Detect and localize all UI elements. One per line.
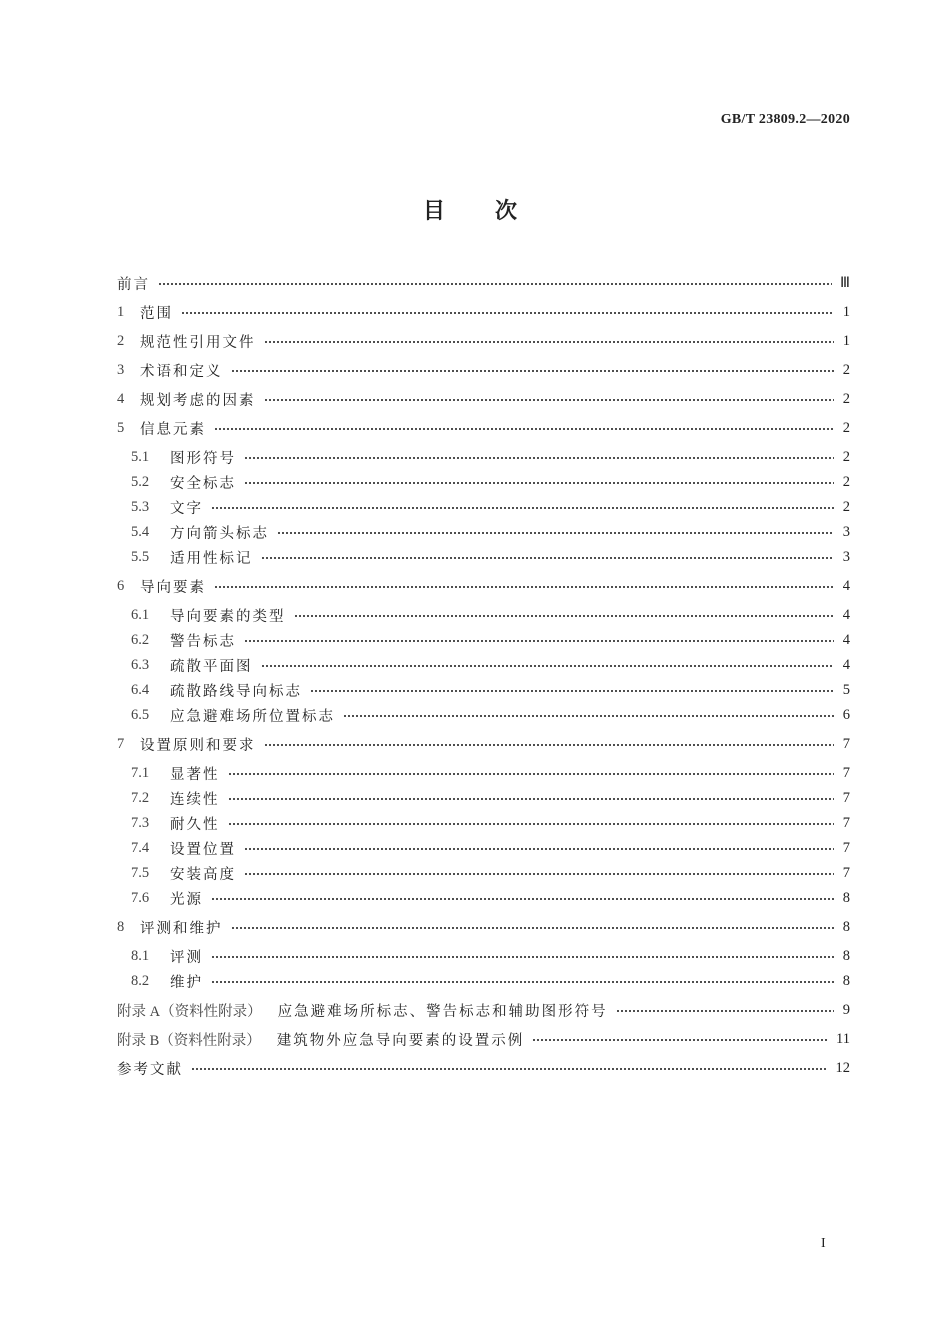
toc-entry-title[interactable]: 前言 — [117, 277, 150, 293]
dot-leader — [228, 796, 835, 802]
toc-entry-number: 3 — [117, 362, 125, 378]
toc-entry-number: 6.5 — [131, 707, 150, 723]
toc-entry-line — [117, 358, 850, 383]
toc-entry-title[interactable]: 适用性标记 — [170, 551, 253, 567]
toc-entry-page[interactable]: 2 — [842, 499, 850, 515]
dot-leader — [343, 713, 834, 719]
toc-entry-line — [117, 603, 850, 628]
dot-leader — [181, 310, 834, 316]
toc-entry-title[interactable]: 维护 — [170, 975, 203, 991]
toc-entry-title[interactable]: 光源 — [170, 892, 203, 908]
toc-entry-page[interactable]: 7 — [842, 865, 850, 881]
toc-entry-line — [117, 998, 850, 1023]
toc-entry-title[interactable]: 安装高度 — [170, 867, 236, 883]
toc-entry-number: 5 — [117, 420, 125, 436]
toc-entry-line — [117, 811, 850, 836]
page-title: 目次 — [422, 198, 567, 224]
toc-entry-page[interactable]: 4 — [842, 607, 850, 623]
toc-entry-number: 6.4 — [131, 682, 150, 698]
dot-leader — [244, 871, 834, 877]
toc-entry-page[interactable]: 4 — [842, 657, 850, 673]
toc-entry-title[interactable]: 显著性 — [170, 767, 220, 783]
toc-entry[interactable] — [117, 678, 850, 703]
toc-entry-title[interactable]: 范围 — [140, 306, 173, 322]
toc-entry-title[interactable]: 连续性 — [170, 792, 220, 808]
toc-entry-line — [117, 1027, 850, 1052]
dot-leader — [264, 397, 835, 403]
toc-entry-line — [117, 886, 850, 911]
toc-entry-line — [117, 271, 850, 296]
toc-entry[interactable] — [117, 998, 850, 1023]
toc-entry-title[interactable]: 规范性引用文件 — [140, 335, 256, 351]
toc-entry-page[interactable]: 2 — [842, 449, 850, 465]
toc-entry-title[interactable]: 术语和定义 — [140, 364, 223, 380]
toc-entry-page[interactable]: Ⅲ — [840, 275, 850, 291]
toc-entry-number: 5.1 — [131, 449, 150, 465]
toc-entry-title[interactable]: 疏散平面图 — [170, 659, 253, 675]
toc-entry-line — [117, 969, 850, 994]
toc-entry-title[interactable]: 信息元素 — [140, 422, 206, 438]
dot-leader — [211, 505, 834, 511]
toc-entry-number: 7.2 — [131, 790, 150, 806]
toc-entry[interactable] — [117, 470, 850, 495]
toc-entry-title[interactable]: 导向要素 — [140, 580, 206, 596]
toc-entry[interactable] — [117, 836, 850, 861]
toc-entry-number: 6 — [117, 578, 125, 594]
toc-entry-line — [117, 387, 850, 412]
toc-entry[interactable] — [117, 1056, 850, 1081]
toc-entry-number: 6.2 — [131, 632, 150, 648]
toc-entry-line — [117, 786, 850, 811]
dot-leader — [244, 638, 834, 644]
toc-entry-line — [117, 416, 850, 441]
toc-entry-title[interactable]: 评测 — [170, 950, 203, 966]
toc-entry-line — [117, 495, 850, 520]
toc-entry[interactable] — [117, 786, 850, 811]
dot-leader — [191, 1066, 828, 1072]
toc-entry[interactable] — [117, 358, 850, 383]
toc-entry[interactable] — [117, 545, 850, 570]
dot-leader — [228, 821, 835, 827]
toc-entry-title[interactable]: 方向箭头标志 — [170, 526, 269, 542]
toc-entry-page[interactable]: 8 — [842, 973, 850, 989]
toc-entry[interactable] — [117, 495, 850, 520]
toc-entry-title[interactable]: 文字 — [170, 501, 203, 517]
toc-entry[interactable] — [117, 886, 850, 911]
toc-entry-number: 6.1 — [131, 607, 150, 623]
standard-code: GB/T 23809.2—2020 — [720, 112, 850, 127]
toc-entry-number: 8.2 — [131, 973, 150, 989]
toc-entry-number: 7.5 — [131, 865, 150, 881]
toc-entry-page[interactable]: 7 — [842, 790, 850, 806]
toc-entry-line — [117, 445, 850, 470]
toc-entry-number: 8 — [117, 919, 125, 935]
toc-entry[interactable] — [117, 969, 850, 994]
toc-entry-page[interactable]: 8 — [842, 948, 850, 964]
toc-entry-title[interactable]: 应急避难场所标志、警告标志和辅助图形符号 — [277, 1004, 608, 1020]
dot-leader — [277, 530, 834, 536]
toc-entry[interactable] — [117, 329, 850, 354]
toc-entry-line — [117, 574, 850, 599]
toc-entry-page[interactable]: 2 — [842, 362, 850, 378]
toc-entry[interactable] — [117, 271, 850, 296]
toc-entry-line — [117, 732, 850, 757]
dot-leader — [244, 846, 834, 852]
toc-entry-title[interactable]: 安全标志 — [170, 476, 236, 492]
toc-entry-number: 7.3 — [131, 815, 150, 831]
dot-leader — [261, 555, 835, 561]
dot-leader — [244, 480, 834, 486]
toc-entry-number: 6.3 — [131, 657, 150, 673]
toc-entry[interactable] — [117, 1027, 850, 1052]
toc-entry-number: 5.5 — [131, 549, 150, 565]
toc-entry-page[interactable]: 12 — [835, 1060, 850, 1076]
toc-entry-line — [117, 678, 850, 703]
dot-leader — [294, 613, 835, 619]
toc-entry-title[interactable]: 图形符号 — [170, 451, 236, 467]
dot-leader — [158, 281, 832, 287]
dot-leader — [244, 455, 834, 461]
toc-entry[interactable] — [117, 944, 850, 969]
toc-entry-title[interactable]: 疏散路线导向标志 — [170, 684, 302, 700]
dot-leader — [211, 979, 834, 985]
toc-entry-line — [117, 628, 850, 653]
toc-entry-title[interactable]: 导向要素的类型 — [170, 609, 286, 625]
toc-entry[interactable] — [117, 387, 850, 412]
toc-entry[interactable] — [117, 520, 850, 545]
toc-entry-page[interactable]: 9 — [842, 1002, 850, 1018]
toc-entry-page[interactable]: 5 — [842, 682, 850, 698]
toc-entry-page[interactable]: 8 — [842, 890, 850, 906]
toc-entry-line — [117, 915, 850, 940]
toc-entry-title[interactable]: 参考文献 — [117, 1062, 183, 1078]
toc-entry[interactable] — [117, 603, 850, 628]
toc-entry[interactable] — [117, 861, 850, 886]
toc-entry-number: 8.1 — [131, 948, 150, 964]
toc-entry-line — [117, 1056, 850, 1081]
toc-entry-page[interactable]: 1 — [842, 304, 850, 320]
toc-entry-line — [117, 653, 850, 678]
toc-entry-line — [117, 520, 850, 545]
toc-entry-number: 4 — [117, 391, 125, 407]
toc-entry-line — [117, 861, 850, 886]
toc-entry-number: 1 — [117, 304, 125, 320]
toc-entry-page[interactable]: 2 — [842, 420, 850, 436]
toc-entry-title[interactable]: 应急避难场所位置标志 — [170, 709, 335, 725]
toc-entry[interactable] — [117, 703, 850, 728]
toc-entry-title[interactable]: 规划考虑的因素 — [140, 393, 256, 409]
dot-leader — [616, 1008, 834, 1014]
toc-entry-number: 7.6 — [131, 890, 150, 906]
toc-entry[interactable] — [117, 811, 850, 836]
toc-entry[interactable] — [117, 628, 850, 653]
toc-entry[interactable] — [117, 653, 850, 678]
toc-entry-page[interactable]: 3 — [842, 524, 850, 540]
toc-entry-line — [117, 761, 850, 786]
dot-leader — [214, 426, 834, 432]
toc-entry-title[interactable]: 警告标志 — [170, 634, 236, 650]
toc-entry-title[interactable]: 建筑物外应急导向要素的设置示例 — [276, 1033, 525, 1049]
dot-leader — [231, 368, 835, 374]
toc-entry-line — [117, 944, 850, 969]
toc-entry-number: 5.4 — [131, 524, 150, 540]
toc-entry-page[interactable]: 4 — [842, 632, 850, 648]
dot-leader — [532, 1037, 828, 1043]
toc-entry-line — [117, 836, 850, 861]
toc-entry[interactable] — [117, 300, 850, 325]
dot-leader — [211, 896, 834, 902]
toc-entry-title[interactable]: 评测和维护 — [140, 921, 223, 937]
toc-entry-page[interactable]: 8 — [842, 919, 850, 935]
toc-entry[interactable] — [117, 761, 850, 786]
dot-leader — [261, 663, 835, 669]
toc-entry-title[interactable]: 设置原则和要求 — [140, 738, 256, 754]
dot-leader — [264, 742, 835, 748]
toc-entry-number: 7 — [117, 736, 125, 752]
toc-entry-title[interactable]: 设置位置 — [170, 842, 236, 858]
toc-entry[interactable] — [117, 915, 850, 940]
toc-entry-page[interactable]: 2 — [842, 474, 850, 490]
toc-entry-page[interactable]: 7 — [842, 840, 850, 856]
toc-entry-page[interactable]: 7 — [842, 815, 850, 831]
toc-entry-line — [117, 703, 850, 728]
toc-entry[interactable] — [117, 574, 850, 599]
toc-entry-page[interactable]: 4 — [842, 578, 850, 594]
toc-entry-page[interactable]: 11 — [836, 1031, 850, 1047]
dot-leader — [211, 954, 834, 960]
toc-entry-number: 5.2 — [131, 474, 150, 490]
dot-leader — [264, 339, 835, 345]
toc-entry-line — [117, 470, 850, 495]
toc-entry-page[interactable]: 6 — [842, 707, 850, 723]
toc-entry-number: 附录 B（资料性附录） — [117, 1033, 261, 1049]
toc-entry[interactable] — [117, 445, 850, 470]
toc-entry-page[interactable]: 1 — [842, 333, 850, 349]
dot-leader — [310, 688, 834, 694]
dot-leader — [228, 771, 835, 777]
toc-entry-number: 5.3 — [131, 499, 150, 515]
toc-entry-page[interactable]: 2 — [842, 391, 850, 407]
dot-leader — [231, 925, 835, 931]
toc-entry[interactable] — [117, 732, 850, 757]
toc-entry[interactable] — [117, 416, 850, 441]
toc-entry-number: 7.4 — [131, 840, 150, 856]
toc-entry-line — [117, 329, 850, 354]
toc-entry-page[interactable]: 7 — [842, 765, 850, 781]
table-of-contents — [117, 271, 850, 1085]
page-number: I — [821, 1236, 826, 1251]
toc-entry-line — [117, 545, 850, 570]
toc-entry-page[interactable]: 7 — [842, 736, 850, 752]
toc-entry-line — [117, 300, 850, 325]
toc-entry-number: 2 — [117, 333, 125, 349]
dot-leader — [214, 584, 834, 590]
toc-entry-number: 附录 A（资料性附录） — [117, 1004, 262, 1020]
toc-entry-title[interactable]: 耐久性 — [170, 817, 220, 833]
toc-entry-number: 7.1 — [131, 765, 150, 781]
toc-entry-page[interactable]: 3 — [842, 549, 850, 565]
